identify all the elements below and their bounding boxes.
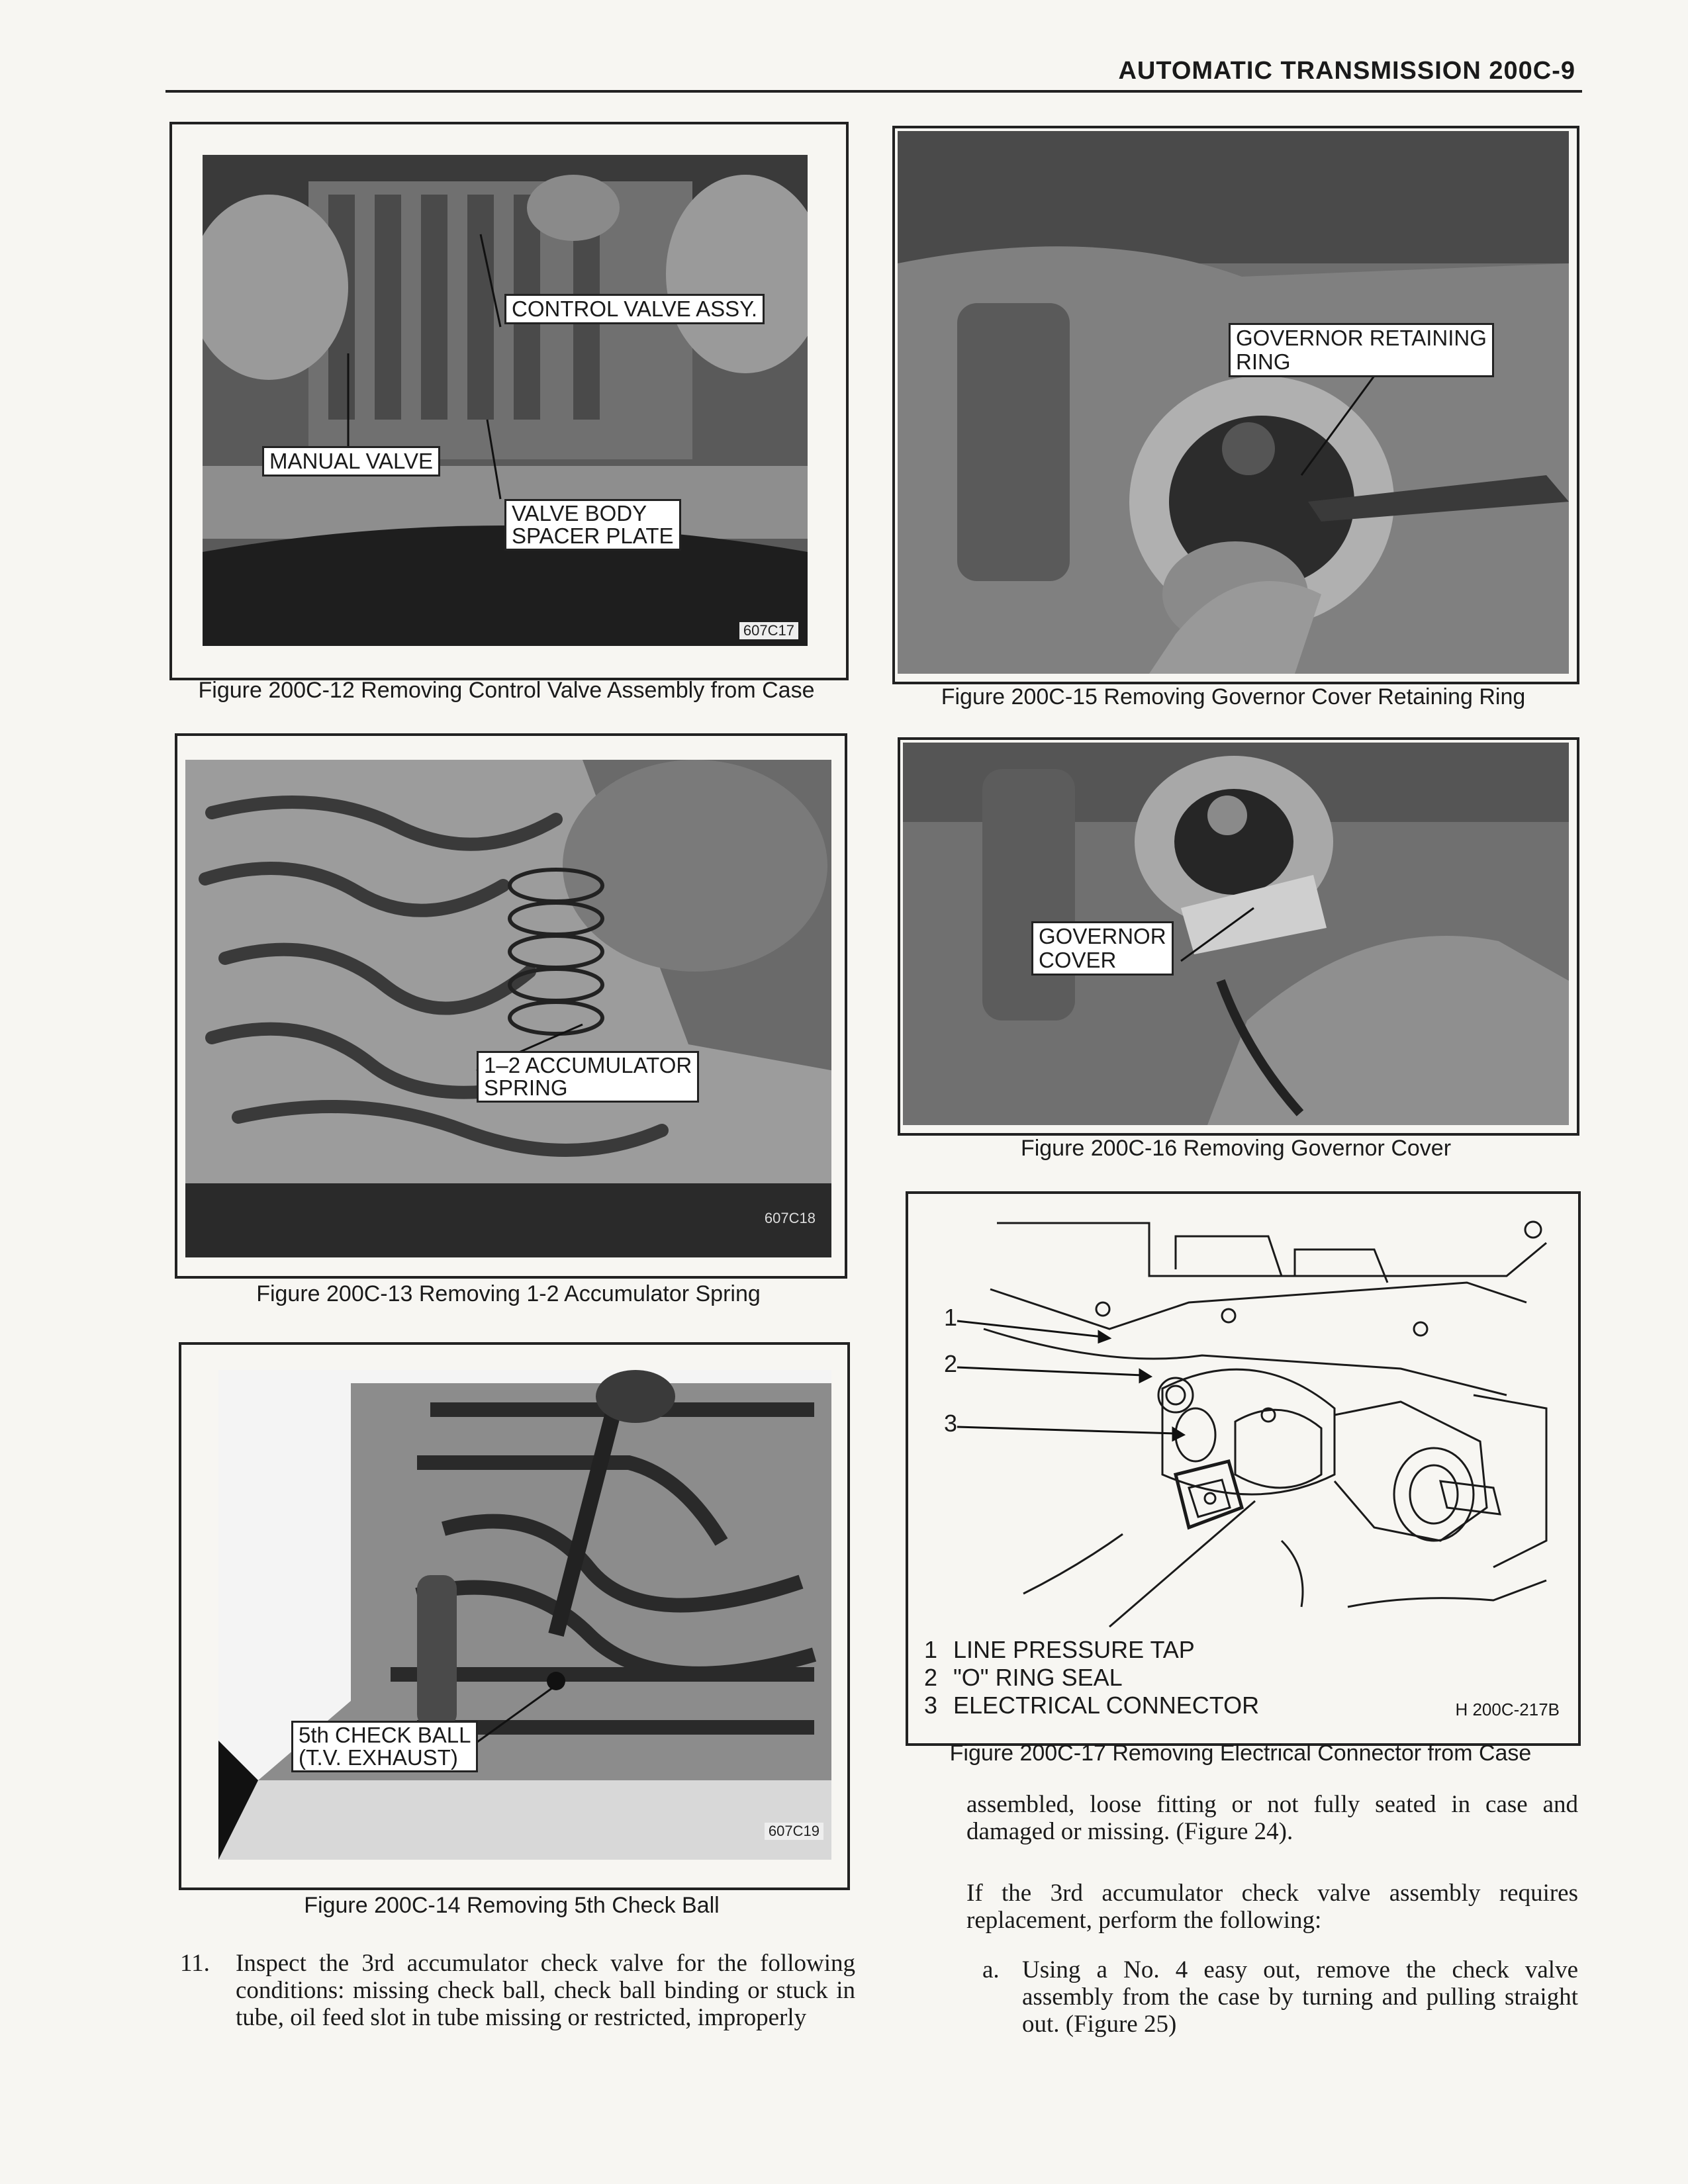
label-check-ball-line2: (T.V. EXHAUST) <box>299 1745 458 1770</box>
legend-row-3 <box>924 1692 1259 1719</box>
legend-text-1: LINE PRESSURE TAP <box>953 1636 1195 1663</box>
figure-16-photo <box>903 743 1569 1125</box>
label-manual-valve: MANUAL VALVE <box>262 446 440 477</box>
label-retaining-line2: RING <box>1236 349 1291 374</box>
label-control-valve: CONTROL VALVE ASSY. <box>504 294 765 324</box>
figure-13-code: 607C18 <box>764 1210 816 1226</box>
label-check-ball <box>291 1721 478 1772</box>
label-accumulator-line2: SPRING <box>484 1075 568 1100</box>
legend-text-3: ELECTRICAL CONNECTOR <box>953 1692 1260 1719</box>
header-rule <box>165 90 1582 93</box>
figure-13-caption: Figure 200C-13 Removing 1-2 Accumulator Spring <box>256 1281 761 1306</box>
figure-14-caption: Figure 200C-14 Removing 5th Check Ball <box>304 1893 720 1918</box>
figure-12-photo <box>203 155 808 646</box>
continued-text: assembled, loose fitting or not fully seated in case and damaged or missing. (Figure 24). <box>966 1791 1578 1845</box>
callout-3: 3 <box>944 1410 958 1437</box>
figure-13-photo <box>185 760 831 1257</box>
callout-2: 2 <box>944 1350 958 1377</box>
legend-num-3: 3 <box>924 1692 938 1719</box>
label-cover-line2: COVER <box>1039 948 1117 972</box>
label-spacer-plate-line2: SPACER PLATE <box>512 523 674 548</box>
legend-num-2: 2 <box>924 1664 938 1691</box>
label-check-ball-line1: 5th CHECK BALL <box>299 1723 471 1747</box>
label-cover-line1: GOVERNOR <box>1039 924 1166 948</box>
label-retaining-line1: GOVERNOR RETAINING <box>1236 326 1487 350</box>
step-11-number: 11. <box>180 1950 210 1977</box>
figure-17-drawing <box>911 1197 1570 1735</box>
label-spacer-plate <box>504 499 681 551</box>
label-governor-retaining-ring <box>1229 323 1494 377</box>
label-governor-cover <box>1031 921 1174 976</box>
replacement-text: If the 3rd accumulator check valve assembly requires replacement, perform the following: <box>966 1880 1578 1934</box>
figure-14-photo <box>218 1370 831 1860</box>
page-header: AUTOMATIC TRANSMISSION 200C-9 <box>1118 57 1575 85</box>
legend-num-1: 1 <box>924 1636 938 1663</box>
label-accumulator-line1: 1–2 ACCUMULATOR <box>484 1053 692 1077</box>
figure-12-code: 607C17 <box>739 622 798 639</box>
figure-15-caption: Figure 200C-15 Removing Governor Cover Retaining Ring <box>941 684 1526 709</box>
figure-15-photo <box>898 131 1569 674</box>
step-a-number: a. <box>982 1956 1000 1983</box>
figure-12-caption: Figure 200C-12 Removing Control Valve Assembly from Case <box>198 678 815 703</box>
step-11-text: Inspect the 3rd accumulator check valve for the following conditions: missing check ball, check ball binding or stuck in tube, oil feed slot in tube missing or restricted, improperly <box>236 1950 855 2031</box>
legend-row-1 <box>924 1636 1259 1664</box>
legend-text-2: "O" RING SEAL <box>953 1664 1123 1691</box>
figure-17-code: H 200C-217B <box>1455 1700 1560 1719</box>
figure-17-caption: Figure 200C-17 Removing Electrical Connector from Case <box>949 1741 1532 1766</box>
label-spacer-plate-line1: VALVE BODY <box>512 501 647 525</box>
figure-14-code: 607C19 <box>765 1823 823 1840</box>
label-accumulator-spring <box>477 1051 699 1103</box>
figure-17-legend <box>924 1636 1259 1719</box>
callout-1: 1 <box>944 1304 958 1331</box>
legend-row-2 <box>924 1664 1259 1692</box>
figure-16-caption: Figure 200C-16 Removing Governor Cover <box>1020 1136 1452 1161</box>
step-a-text: Using a No. 4 easy out, remove the check valve assembly from the case by turning and pulling straight out. (Figure 25) <box>1022 1956 1578 2038</box>
